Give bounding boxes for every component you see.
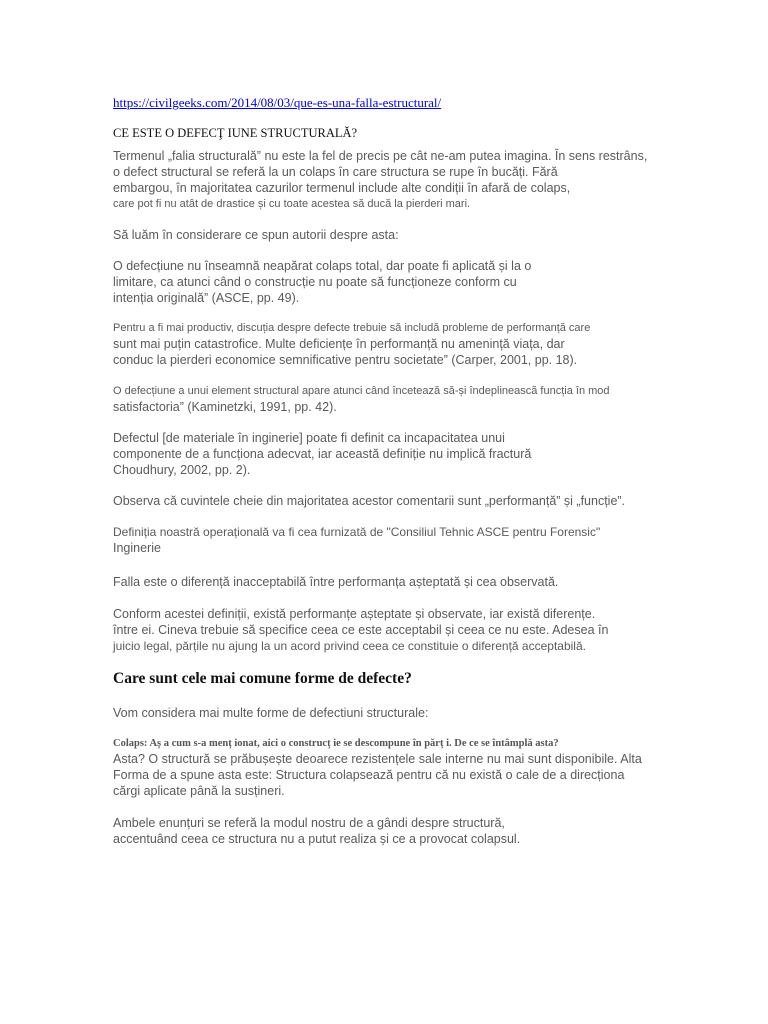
- text-line: Observa că cuvintele cheie din majoritatea acestor comentarii sunt „performanță” și „funcție”.: [113, 494, 626, 508]
- section-heading: CE ESTE O DEFECŢ IUNE STRUCTURALĂ?: [113, 126, 358, 140]
- text-line: satisfactoria” (Kaminetzki, 1991, pp. 42).: [113, 400, 337, 414]
- text-line: sunt mai puțin catastrofice. Multe deficiențe în performanță nu amenință viața, dar: [113, 337, 565, 351]
- quote-kaminetzki: [113, 383, 668, 415]
- text-line: între ei. Cineva trebuie să specifice ceea ce este acceptabil și ceea ce nu este. Adesea în: [113, 623, 609, 637]
- quote-asce: [113, 258, 668, 306]
- text-line: Să luăm în considerare ce spun autorii despre asta:: [113, 228, 399, 242]
- text-line: O defecțiune a unui element structural apare atunci când încetează să-și îndeplinească funcția în mod: [113, 385, 610, 397]
- text-line: Ambele enunțuri se referă la modul nostru de a gândi despre structură,: [113, 816, 505, 830]
- paragraph-authors: [113, 227, 668, 243]
- text-line: componente de a funcționa adecvat, iar această definiție nu implică fractură: [113, 447, 532, 461]
- text-line: cărgi aplicate până la susțineri.: [113, 784, 285, 798]
- paragraph-intro: [113, 148, 668, 212]
- paragraph-definition: [113, 524, 668, 556]
- text-line: Forma de a spune asta este: Structura colapsează pentru că nu există o cale de a direcționa: [113, 768, 625, 782]
- paragraph-statements: [113, 815, 668, 847]
- text-line: Inginerie: [113, 541, 161, 555]
- paragraph-forms: [113, 705, 668, 721]
- text-line: limitare, ca atunci când o construcție nu poate să funcționeze conform cu: [113, 275, 517, 289]
- text-line: care pot fi nu atât de drastice și cu toate acestea să ducă la pierderi mari.: [113, 198, 471, 210]
- paragraph-keywords: [113, 493, 668, 509]
- text-line: Falla este o diferență inacceptabilă între performanța așteptată și cea observată.: [113, 575, 559, 589]
- text-line: intenția originală” (ASCE, pp. 49).: [113, 291, 300, 305]
- source-link[interactable]: https://civilgeeks.com/2014/08/03/que-es-una-falla-estructural/: [113, 95, 442, 110]
- text-line: Choudhury, 2002, pp. 2).: [113, 463, 251, 477]
- text-line: juicio legal, părțile nu ajung la un acord privind ceea ce constituie o diferență acceptabilă.: [113, 639, 586, 653]
- text-line: conduc la pierderi economice semnificative pentru societate” (Carper, 2001, pp. 18).: [113, 353, 578, 367]
- text-line: accentuând ceea ce structura nu a putut realiza și ce a provocat colapsul.: [113, 832, 521, 846]
- text-line: Definiția noastră operațională va fi cea furnizată de "Consiliul Tehnic ASCE pentru Forensic": [113, 525, 601, 539]
- quote-carper: [113, 320, 668, 368]
- subsection-heading: Colaps: Aș a cum s-a menț ionat, aici o construcț ie se descompune în părț i. De ce se întâmplă asta?: [113, 738, 559, 749]
- paragraph-collapse: [113, 751, 668, 799]
- text-line: O defecțiune nu înseamnă neapărat colaps total, dar poate fi aplicată și la o: [113, 259, 532, 273]
- text-line: Asta? O structură se prăbușește deoarece rezistențele sale interne nu mai sunt disponibile. Alta: [113, 752, 642, 766]
- text-line: Pentru a fi mai productiv, discuția despre defecte trebuie să includă probleme de performanță care: [113, 322, 591, 334]
- text-line: embargou, în majoritatea cazurilor termenul include alte condiții în afară de colaps,: [113, 181, 571, 195]
- text-line: Vom considera mai multe forme de defectiuni structurale:: [113, 706, 429, 720]
- paragraph-conform: [113, 606, 668, 654]
- section-heading: Care sunt cele mai comune forme de defecte?: [113, 670, 412, 687]
- text-line: Defectul [de materiale în inginerie] poate fi definit ca incapacitatea unui: [113, 431, 505, 445]
- text-line: Termenul „falia structurală” nu este la fel de precis pe cât ne-am putea imagina. În sens restrâns,: [113, 149, 648, 163]
- text-line: o defect structural se referă la un colaps în care structura se rupe în bucăți. Fără: [113, 165, 558, 179]
- text-line: Conform acestei definiții, există performanțe așteptate și observate, iar există diferențe.: [113, 607, 596, 621]
- paragraph-falla: [113, 574, 668, 590]
- quote-choudhury: [113, 430, 668, 478]
